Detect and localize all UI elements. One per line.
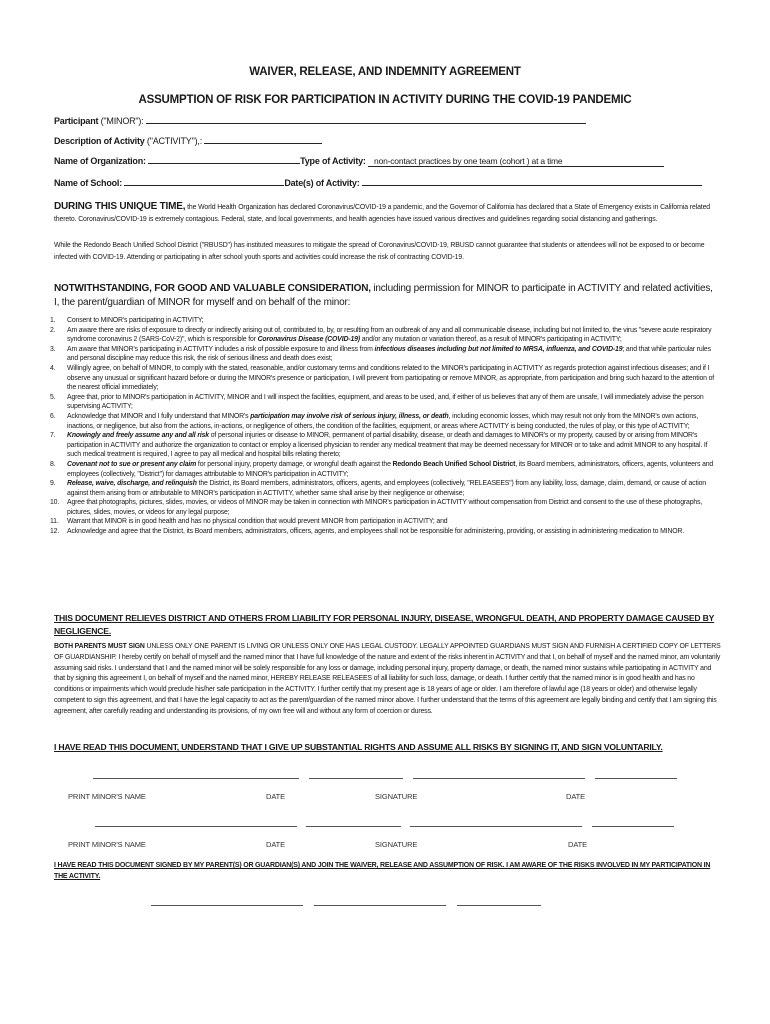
list-item-text: ; and that while particular rules and personal discipline may reduce this risk, the risk of serious illness and death does exist; (67, 345, 711, 363)
school-label: Name of School: (54, 178, 123, 188)
list-item-text: , including economic losses, which may result not only from the MINOR's own actions, inactions, or negligence, but also from the actions, in-actions, or negligence of others, the condition of the facilities, equipment, or areas where ACTIVITY is being conducted, the rules of play, or this type of ACTIVITY; (67, 412, 699, 430)
list-item-number: 11. (50, 518, 59, 526)
list-item-number: 9. (50, 480, 56, 488)
list-item (50, 527, 720, 537)
list-item (50, 479, 720, 498)
during-paragraph (54, 201, 720, 225)
list-item-number: 7. (50, 432, 56, 440)
list-item-number: 4. (50, 364, 56, 372)
signature-line-1[interactable] (413, 778, 585, 779)
emphasis-text: infectious diseases including but not limited to MRSA, influenza, and COVID-19 (374, 345, 623, 353)
list-item (50, 364, 720, 393)
emphasis-text: Knowingly and freely assume any and all risk (67, 432, 209, 440)
minor-signature-line[interactable] (151, 905, 303, 906)
participant-label: Participant (54, 116, 99, 126)
school-input[interactable] (124, 176, 284, 186)
list-item (50, 460, 720, 479)
terms-list (50, 316, 720, 537)
signature-label-2: SIGNATURE (375, 840, 418, 849)
signature-label-1: SIGNATURE (375, 792, 418, 801)
while-paragraph: While the Redondo Beach Unified School District ("RBUSD") has instituted measures to mitigate the spread of Coronavirus/COVID-19, RBUSD cannot guarantee that students or attendees will not be exposed to or become infected with COVID-19. Attending or participating in after school youth sports and activities could increase the risk of contracting COVID-19. (54, 242, 705, 261)
list-item-number: 3. (50, 345, 56, 353)
list-item-text: and/or any mutation or variation thereof, as a result of MINOR's participating in ACTIVITY; (359, 336, 622, 344)
list-item-number: 12. (50, 528, 60, 536)
minor-date-line[interactable] (457, 905, 541, 906)
list-item-number: 6. (50, 412, 56, 420)
dates-label: Date(s) of Activity: (284, 178, 360, 188)
participant-note: ("MINOR"): (100, 116, 144, 126)
list-item-text: Agree that photographs, pictures, slides, movies, or videos of MINOR may be taken in connection with MINOR's participation in ACTIVITY without compensation from District and consent to the use of these photographs, pictures, slides, movies, or videos for any legal purpose; (67, 499, 703, 516)
list-item (50, 393, 720, 412)
minor-statement: I HAVE READ THIS DOCUMENT SIGNED BY MY PARENT(S) OR GUARDIAN(S) AND JOIN THE WAIVER, RELEASE AND ASSUMPTION OF RISK. I AM AWARE OF THE RISKS INVOLVED IN MY PARTICIPATION IN THE ACTIVITY. (54, 862, 711, 880)
activity-input[interactable] (204, 134, 322, 144)
list-item (50, 316, 720, 326)
date2-label-1: DATE (566, 792, 586, 801)
type-label: Type of Activity: (300, 156, 366, 166)
during-text: the World Health Organization has declared Coronavirus/COVID-19 a pandemic, and the Governor of California has declared that a State of Emergency exists in California related thereto. Coronavirus/COVID-19 is extremely contagious. Federal, state, and local governments, and health agencies have issued various directives and guidelines regarding social distancing and gatherings. (54, 204, 710, 223)
list-item-number: 1. (50, 317, 56, 324)
list-item (50, 498, 720, 517)
liability-notice: THIS DOCUMENT RELIEVES DISTRICT AND OTHERS FROM LIABILITY FOR PERSONAL INJURY, DISEASE, WRONGFUL DEATH, AND PROPERTY DAMAGE CAUSED BY NEGLIGENCE. (54, 613, 715, 636)
emphasis-text: participation may involve risk of serious injury, illness, or death (250, 412, 449, 420)
minor-name-label-2: PRINT MINOR'S NAME (68, 840, 146, 849)
list-item-text: , its Board members, administrators, officers, agents, volunteers and employees (collectively, "District") for damages attributable to MINOR's participation in ACTIVITY; (67, 460, 714, 478)
list-item-text: of personal injuries or disease to MINOR, permanent of partial disability, disease, or death and damages to MINOR's or my property, caused by or arising from MINOR's participation in ACTIVITY and authorize the organization to contact or employ a licensed physician to render any medical treatment that may be deemed necessary for MINOR or to take and admit MINOR to any hospital. If such medical treatment is required, I agree to pay all medical and hospital bills relating thereto; (67, 432, 708, 459)
both-parents-text: UNLESS ONLY ONE PARENT IS LIVING OR UNLESS ONLY ONE HAS LEGAL CUSTODY. LEGALLY APPOINTED GUARDIANS MUST SIGN AND FURNISH A CERTIFIED COPY OF LETTERS OF GUARDIANSHIP. I hereby certify on behalf of myself and the named minor that I have full knowledge of the nature and extent of the risks inherent in ACTIVITY and that I, on behalf of myself and the named minor, am voluntarily assuming said risks. I understand that I and the named minor will be solely responsible for any loss or damage, including personal injury, property damage, or death, the named minor sustains while participating in ACTIVITY and that by signing this agreement I, on behalf of myself and the named minor, HEREBY RELEASE RELEASEES of all liability for such loss, damage, or death. I further certify that the named minor is in good health and has no conditions or impairments which would preclude his/her safe participation in the ACTIVITY. I further certify that my present age is 18 years of age or older. I am therefore of lawful age (18 years or older) and otherwise legally competent to sign this agreement, and that I have the legal capacity to act as the parent/guardian of the named minor above. I further understand that the terms of this agreement are legally binding and certify that I am signing this agreement, after carefully reading and understanding its provisions, of my own free will and without any form of coercion or duress. (54, 643, 721, 715)
minor-name-line-1[interactable] (93, 778, 299, 779)
list-item (50, 345, 720, 364)
list-item (50, 326, 720, 345)
notwithstanding-lead: NOTWITHSTANDING, FOR GOOD AND VALUABLE CONSIDERATION, (54, 283, 371, 294)
participant-field (54, 114, 586, 126)
document-subtitle: ASSUMPTION OF RISK FOR PARTICIPATION IN ACTIVITY DURING THE COVID-19 PANDEMIC (138, 94, 632, 106)
date2-label-2: DATE (568, 840, 588, 849)
list-item-number: 2. (50, 326, 56, 334)
list-item-text: Acknowledge and agree that the District, its Board members, administrators, officers, agents, and employees shall not be responsible for administering, providing, or assisting in administering medication to MINOR. (67, 528, 685, 536)
signature-line-2[interactable] (410, 826, 582, 827)
list-item-number: 8. (50, 460, 56, 468)
emphasis-text: Redondo Beach Unified School District (392, 460, 516, 468)
list-item-text: the District, its Board members, administrators, officers, agents, and employees (collectively, "RELEASEES") from any liability, loss, damage, claim, demand, or cause of action against them arising from or attributable to MINOR's participation in ACTIVITY, whether same shall arise by their negligence or otherwise; (67, 480, 706, 497)
activity-label: Description of Activity (54, 136, 145, 146)
organization-input[interactable] (148, 154, 300, 164)
date-label-2: DATE (266, 840, 286, 849)
have-read-statement: I HAVE READ THIS DOCUMENT, UNDERSTAND THAT I GIVE UP SUBSTANTIAL RIGHTS AND ASSUME ALL RISKS BY SIGNING IT, AND SIGN VOLUNTARILY. (54, 742, 663, 752)
emphasis-text: Covenant not to sue or present any claim (67, 460, 197, 468)
list-item-text: Consent to MINOR's participating in ACTIVITY; (67, 317, 204, 324)
date2-line-1[interactable] (595, 778, 677, 779)
date-label-1: DATE (266, 792, 286, 801)
minor-name-line-2[interactable] (95, 826, 297, 827)
activity-field (54, 134, 322, 146)
activity-note: ("ACTIVITY"),: (146, 136, 202, 146)
list-item (50, 517, 720, 527)
date-line-2[interactable] (306, 826, 401, 827)
emphasis-text: Coronavirus Disease (COVID-19) (257, 336, 360, 344)
list-item (50, 431, 720, 460)
both-parents-lead: BOTH PARENTS MUST SIGN (54, 643, 145, 650)
date-line-1[interactable] (309, 778, 403, 779)
list-item-text: Acknowledge that MINOR and I fully understand that MINOR's (67, 412, 251, 420)
type-input[interactable]: non-contact practices by one team (cohort ) at a time (368, 156, 664, 167)
list-item-text: Warrant that MINOR is in good health and has no physical condition that would prevent MINOR from participation in ACTIVITY; and (67, 518, 448, 526)
date2-line-2[interactable] (592, 826, 674, 827)
notwithstanding-paragraph (54, 282, 720, 310)
document-title: WAIVER, RELEASE, AND INDEMNITY AGREEMENT (249, 66, 521, 78)
list-item-number: 5. (50, 393, 56, 401)
notwithstanding-text: including permission for MINOR to participate in ACTIVITY and related activities, I, the parent/guardian of MINOR for myself and on behalf of the minor: (54, 283, 713, 308)
organization-label: Name of Organization: (54, 156, 146, 166)
emphasis-text: Release, waive, discharge, and relinquish (67, 480, 197, 488)
list-item-text: for personal injury, property damage, or wrongful death against the (196, 460, 393, 468)
list-item-text: Willingly agree, on behalf of MINOR, to comply with the stated, reasonable, and/or customary terms and conditions related to the MINOR's participating in ACTIVITY as regards protection against infectious diseases; and if I observe any unusual or significant hazard before or during the MINOR's presence or participation, I will prevent from participating or remove MINOR, as appropriate, from participation and bring such hazard to the attention of the nearest official immediately; (67, 364, 715, 392)
organization-field (54, 154, 664, 167)
both-parents-paragraph (54, 642, 722, 718)
list-item-number: 10. (50, 499, 60, 507)
during-lead: DURING THIS UNIQUE TIME, (54, 201, 186, 212)
list-item-text: Am aware that MINOR's participating in ACTIVITY includes a risk of possible exposure to and illness from (67, 345, 375, 353)
minor-name-label-1: PRINT MINOR'S NAME (68, 792, 146, 801)
participant-input[interactable] (146, 114, 586, 124)
list-item (50, 412, 720, 431)
list-item-text: Agree that, prior to MINOR's participation in ACTIVITY, MINOR and I will inspect the facilities, equipment, and areas to be used, and, if either of us believes that any of them are unsafe, I will immediately advise the person supervising ACTIVITY; (67, 393, 704, 411)
dates-input[interactable] (362, 176, 702, 186)
school-field (54, 176, 702, 188)
list-item-text: Am aware there are risks of exposure to directly or indirectly arising out of, contributed to, by, or resulting from an outbreak of any and all communicable disease, including but not limited to, the virus "severe acute respiratory syndrome coronavirus 2 (SARS-CoV-2)", which is responsible for (67, 326, 712, 344)
minor-name-line[interactable] (314, 905, 446, 906)
